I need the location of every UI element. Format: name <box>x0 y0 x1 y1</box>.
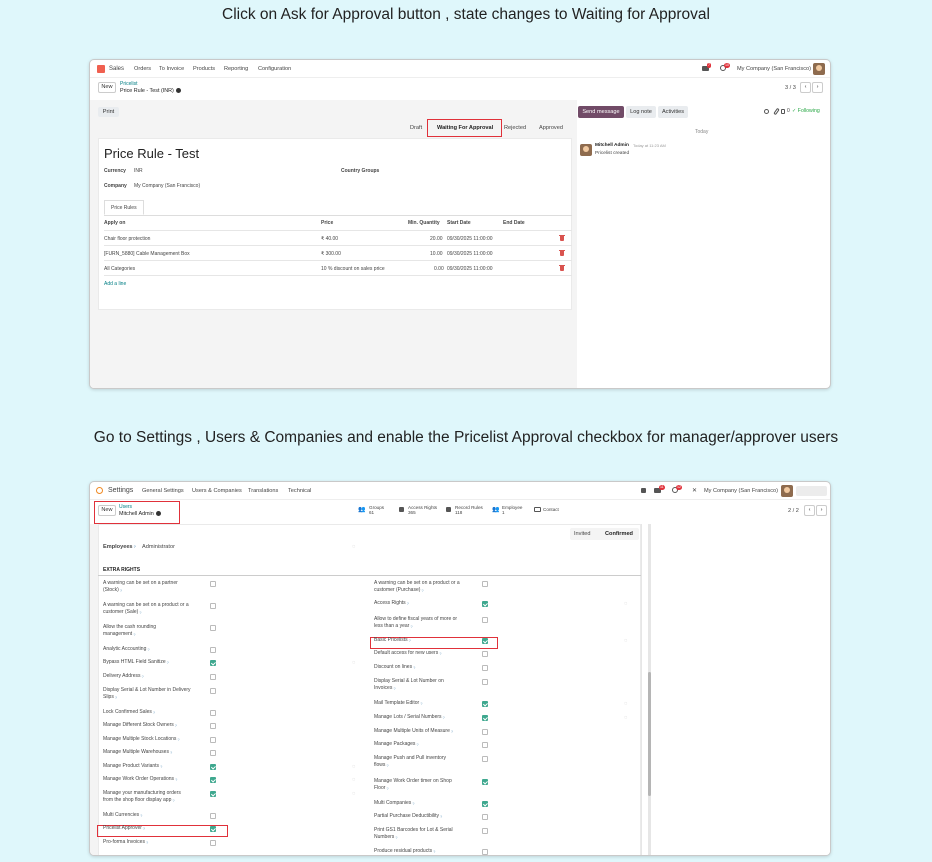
tab-price-rules-label: Price Rules <box>111 205 137 211</box>
info-icon: ◌ <box>352 791 356 797</box>
message-body: Pricelist created <box>595 151 630 156</box>
help-icon: ? <box>177 737 180 742</box>
left-checkbox-2[interactable] <box>210 625 216 631</box>
label-line-1: Manage Multiple Warehouses <box>103 749 169 755</box>
bug-icon[interactable] <box>641 488 646 493</box>
add-a-line-link[interactable]: Add a line <box>104 281 127 287</box>
help-icon: ? <box>406 601 409 606</box>
left-checkbox-5[interactable] <box>210 674 216 680</box>
right-checkbox-8[interactable] <box>482 715 488 721</box>
right-checkbox-0[interactable] <box>482 581 488 587</box>
new-button[interactable]: New <box>98 82 116 93</box>
employee-label: Employee <box>502 505 523 510</box>
left-label-2 <box>103 624 156 638</box>
right-label-10 <box>374 741 419 748</box>
left-label-15 <box>103 825 145 832</box>
activity-badge: 10 <box>725 63 729 67</box>
pager-next-button[interactable]: › <box>812 82 823 93</box>
label-line-2: (Stock) <box>103 587 119 593</box>
label-line-1: Manage Different Stock Owners <box>103 722 174 728</box>
help-icon: ? <box>141 674 144 679</box>
extra-rights-heading: EXTRA RIGHTS <box>103 567 141 573</box>
label-line-1: Pricelist Approver <box>103 825 142 831</box>
state-invited[interactable]: Invited <box>574 531 591 537</box>
user-avatar[interactable] <box>813 63 825 75</box>
help-icon: ? <box>172 798 175 803</box>
employees-label-text: Employees <box>103 544 133 550</box>
left-label-10 <box>103 749 172 756</box>
row-1-apply-on[interactable]: Chair floor protection <box>104 236 151 242</box>
trash-icon[interactable] <box>560 266 564 271</box>
row-divider <box>104 230 572 231</box>
help-icon: ? <box>395 835 398 840</box>
row-1-price[interactable]: ₹ 40.00 <box>321 236 339 242</box>
lock-icon <box>446 507 451 512</box>
right-checkbox-15[interactable] <box>482 828 488 834</box>
right-label-1 <box>374 600 409 607</box>
left-label-9 <box>103 736 180 743</box>
currency-value[interactable]: INR <box>134 168 143 174</box>
left-checkbox-6[interactable] <box>210 688 216 694</box>
section-divider <box>98 575 641 576</box>
label-line-1: Produce residual products <box>374 848 433 854</box>
right-label-9 <box>374 728 453 735</box>
left-label-13 <box>103 790 181 804</box>
state-confirmed[interactable]: Confirmed <box>605 531 633 537</box>
employees-label: Employees? <box>103 544 136 550</box>
help-icon: ? <box>386 763 389 768</box>
right-label-2 <box>374 616 457 630</box>
chat-badge: 7 <box>708 63 710 67</box>
help-icon: ? <box>114 695 118 700</box>
help-icon: ? <box>416 742 419 747</box>
help-icon: ? <box>410 624 413 629</box>
label-line-1: Lock Confirmed Sales <box>103 709 152 715</box>
left-checkbox-9[interactable] <box>210 737 216 743</box>
help-icon: ? <box>145 840 149 845</box>
info-icon: ◌ <box>352 544 356 550</box>
info-icon: ◌ <box>352 764 356 770</box>
following-label: Following <box>797 108 820 114</box>
info-icon: ◌ <box>624 701 628 707</box>
label-line-1: Print GS1 Barcodes for Lot & Serial <box>374 827 453 833</box>
left-label-0 <box>103 580 178 594</box>
right-checkbox-12[interactable] <box>482 779 488 785</box>
right-label-8 <box>374 714 445 721</box>
label-line-1: Default access for new users <box>374 650 439 656</box>
info-icon: ◌ <box>624 601 628 607</box>
row-3-apply-on[interactable]: All Categories <box>104 266 136 272</box>
right-checkbox-13[interactable] <box>482 801 488 807</box>
label-line-2: management <box>103 631 133 637</box>
right-label-15 <box>374 827 453 841</box>
breadcrumb-current-label: Price Rule - Test (INR) <box>120 88 174 94</box>
label-line-1: Manage Packages <box>374 741 416 747</box>
row-2-start-date[interactable]: 09/30/2025 11:00:00 <box>447 251 493 257</box>
help-icon: ? <box>142 826 146 831</box>
label-line-1: Pro-forma Invoices <box>103 839 145 845</box>
smart-button-groups[interactable] <box>369 505 384 515</box>
label-line-1: Mail Template Editor <box>374 700 420 706</box>
breadcrumb-current <box>120 88 181 94</box>
help-icon: ? <box>166 660 169 665</box>
left-checkbox-15[interactable] <box>210 826 216 832</box>
label-line-1: Manage Multiple Stock Locations <box>103 736 177 742</box>
info-icon: ◌ <box>352 777 356 783</box>
groups-icon: 👥 <box>358 507 366 513</box>
label-line-1: Access Rights <box>374 600 406 606</box>
company-switcher[interactable]: My Company (San Francisco) <box>737 66 811 72</box>
label-line-1: Manage Work Order timer on Shop <box>374 778 452 784</box>
help-icon: ? <box>440 814 443 819</box>
help-icon: ? <box>174 723 178 728</box>
trash-icon[interactable] <box>560 251 564 256</box>
breadcrumb-pricelist[interactable]: Pricelist <box>120 81 138 87</box>
screenshot-pricelist-form <box>89 59 831 389</box>
company-switcher[interactable]: My Company (San Francisco) <box>704 488 778 494</box>
row-1-start-date[interactable]: 09/30/2025 11:00:00 <box>447 236 493 242</box>
right-checkbox-10[interactable] <box>482 742 488 748</box>
smart-button-employee[interactable] <box>502 505 522 515</box>
left-checkbox-7[interactable] <box>210 710 216 716</box>
label-line-1: Display Serial & Lot Number in Delivery <box>103 687 191 693</box>
pager-prev-button[interactable]: ‹ <box>804 505 815 516</box>
row-2-price[interactable]: ₹ 300.00 <box>321 251 341 257</box>
state-draft[interactable]: Draft <box>410 125 423 131</box>
message-time: Today at 11:23 AM <box>633 143 666 148</box>
label-line-1: Bypass HTML Field Sanitize <box>103 659 166 665</box>
label-line-1: Manage Push and Pull inventory <box>374 755 446 761</box>
message-author[interactable]: Mitchell Admin <box>595 143 629 148</box>
left-label-11 <box>103 763 162 770</box>
label-line-2: Slips <box>103 694 114 700</box>
user-name-chip[interactable] <box>796 486 827 496</box>
following-toggle[interactable]: ✓ Following <box>792 108 820 114</box>
right-checkbox-6[interactable] <box>482 679 488 685</box>
label-line-1: Partial Purchase Deductibility <box>374 813 440 819</box>
help-icon: ? <box>408 638 411 643</box>
contact-card-icon <box>534 507 541 512</box>
settings-app-icon[interactable] <box>96 487 103 494</box>
right-checkbox-16[interactable] <box>482 849 488 855</box>
label-line-1: Display Serial & Lot Number on <box>374 678 444 684</box>
left-label-16 <box>103 839 148 846</box>
state-waiting-for-approval[interactable]: Waiting For Approval <box>437 125 494 131</box>
label-line-1: A warning can be set on a product or a <box>374 580 460 586</box>
left-checkbox-3[interactable] <box>210 647 216 653</box>
left-checkbox-10[interactable] <box>210 750 216 756</box>
left-checkbox-12[interactable] <box>210 777 216 783</box>
right-checkbox-5[interactable] <box>482 665 488 671</box>
help-icon: ? <box>139 610 142 615</box>
right-label-5 <box>374 664 415 671</box>
pager-next-button[interactable]: › <box>816 505 827 516</box>
country-groups-label: Country Groups <box>341 168 380 174</box>
menu-configuration[interactable]: Configuration <box>258 66 292 72</box>
label-line-1: Discount on lines <box>374 664 413 670</box>
menu-products[interactable]: Products <box>193 66 216 72</box>
smart-button-access-rights[interactable] <box>408 505 437 515</box>
trash-icon[interactable] <box>560 236 564 241</box>
new-button[interactable]: New <box>98 505 116 516</box>
company-label: Company <box>104 183 127 189</box>
app-name[interactable]: Settings <box>108 487 134 494</box>
caption-step-2: Go to Settings , Users & Companies and enable the Pricelist Approval checkbox for manager/approver users <box>93 429 839 446</box>
label-line-2: customer (Purchase) <box>374 587 421 593</box>
info-icon: ◌ <box>624 638 628 644</box>
right-label-16 <box>374 848 435 855</box>
pager: 3 / 3 <box>785 85 796 91</box>
groups-value: 61 <box>369 510 375 515</box>
pager: 2 / 2 <box>788 508 799 514</box>
menu-reporting[interactable]: Reporting <box>224 66 249 72</box>
menu-users-companies[interactable]: Users & Companies <box>192 488 242 494</box>
smart-button-record-rules[interactable] <box>455 505 483 515</box>
paperclip-icon[interactable] <box>773 108 779 115</box>
highlight-new-user <box>94 501 180 524</box>
label-line-1: Delivery Address <box>103 673 141 679</box>
breadcrumb-users[interactable]: Users <box>119 504 133 510</box>
menu-technical[interactable]: Technical <box>288 488 312 494</box>
record-title: Price Rule - Test <box>104 146 200 161</box>
help-icon: ? <box>450 729 454 734</box>
help-icon: ? <box>147 647 150 652</box>
caption-step-1: Click on Ask for Approval button , state changes to Waiting for Approval <box>222 6 710 23</box>
right-checkbox-4[interactable] <box>482 651 488 657</box>
pager-prev-button[interactable]: ‹ <box>800 82 811 93</box>
row-3-min-qty[interactable]: 0.00 <box>434 266 444 272</box>
left-checkbox-11[interactable] <box>210 764 216 770</box>
send-message-button[interactable]: Send message <box>578 106 624 118</box>
row-divider <box>104 245 572 246</box>
label-line-2: Invoices <box>374 685 393 691</box>
help-icon: ? <box>175 777 178 782</box>
col-start-date: Start Date <box>447 220 471 226</box>
right-checkbox-7[interactable] <box>482 701 488 707</box>
right-label-12 <box>374 778 452 792</box>
info-icon: ◌ <box>352 660 356 666</box>
right-label-4 <box>374 650 441 657</box>
attachment-count: 0 <box>787 108 790 114</box>
label-line-1: Multi Currencies <box>103 812 140 818</box>
label-line-1: Allow to define fiscal years of more or <box>374 616 458 622</box>
label-line-1: Manage Work Order Operations <box>103 776 175 782</box>
row-3-start-date[interactable]: 09/30/2025 11:00:00 <box>447 266 493 272</box>
tab-divider <box>104 215 572 216</box>
label-line-2: less than a year <box>374 623 410 629</box>
user-avatar[interactable] <box>781 485 793 497</box>
left-label-12 <box>103 776 177 783</box>
row-divider <box>104 275 572 276</box>
record-rules-label: Record Rules <box>455 505 483 510</box>
form-sheet <box>98 138 572 310</box>
activities-button[interactable]: Activities <box>658 106 688 118</box>
help-icon: ? <box>412 801 415 806</box>
right-label-7 <box>374 700 422 707</box>
left-label-7 <box>103 709 155 716</box>
right-checkbox-14[interactable] <box>482 814 488 820</box>
left-checkbox-1[interactable] <box>210 603 216 609</box>
left-checkbox-13[interactable] <box>210 791 216 797</box>
col-apply-on: Apply on <box>104 220 126 226</box>
label-line-2: from the shop floor display app <box>103 797 172 803</box>
col-min-quantity: Min. Quantity <box>408 220 440 226</box>
lock-icon <box>399 507 404 512</box>
help-icon: ? <box>140 813 143 818</box>
label-line-1: Manage Multiple Units of Measure <box>374 728 450 734</box>
help-icon: ? <box>119 588 123 593</box>
row-1-min-qty[interactable]: 20.00 <box>430 236 443 242</box>
employee-icon: 👥 <box>492 507 500 513</box>
chatter-panel <box>641 524 831 856</box>
help-icon: ? <box>439 651 442 656</box>
left-label-6 <box>103 687 191 701</box>
label-line-1: A warning can be set on a product or a <box>103 602 189 608</box>
left-checkbox-14[interactable] <box>210 813 216 819</box>
label-line-1: Manage your manufacturing orders <box>103 790 181 796</box>
breadcrumb-current-label: Mitchell Admin <box>119 511 154 517</box>
label-line-2: Numbers <box>374 834 395 840</box>
help-icon: ? <box>413 665 416 670</box>
help-icon: ? <box>160 764 163 769</box>
menu-orders[interactable]: Orders <box>134 66 152 72</box>
col-price: Price <box>321 220 334 226</box>
right-label-6 <box>374 678 444 692</box>
row-divider <box>104 260 572 261</box>
currency-label: Currency <box>104 168 126 174</box>
label-line-2: flows <box>374 762 386 768</box>
screenshot-user-settings <box>89 481 831 856</box>
right-label-14 <box>374 813 442 820</box>
help-icon: ? <box>421 588 424 593</box>
col-end-date: End Date <box>503 220 525 226</box>
help-icon: ? <box>133 632 136 637</box>
left-checkbox-8[interactable] <box>210 723 216 729</box>
label-line-1: Basic Pricelists <box>374 637 408 643</box>
state-approved[interactable]: Approved <box>539 125 563 131</box>
left-checkbox-4[interactable] <box>210 660 216 666</box>
label-line-2: customer (Sale) <box>103 609 139 615</box>
left-label-4 <box>103 659 169 666</box>
label-line-1: Allow the cash rounding <box>103 624 157 630</box>
help-icon: ? <box>420 701 423 706</box>
access-rights-label: Access Rights <box>408 505 438 510</box>
menu-general-settings[interactable]: General Settings <box>142 488 184 494</box>
state-rejected[interactable]: Rejected <box>504 125 527 131</box>
left-label-1 <box>103 602 189 616</box>
help-icon: ? <box>152 710 156 715</box>
right-label-3 <box>374 637 411 644</box>
search-icon[interactable] <box>764 109 769 114</box>
right-label-0 <box>374 580 460 594</box>
record-rules-value: 118 <box>455 510 463 515</box>
label-line-1: Analytic Accounting <box>103 646 147 652</box>
today-separator: Today <box>695 129 709 135</box>
right-label-13 <box>374 800 414 807</box>
label-line-2: Floor <box>374 785 386 791</box>
log-note-button[interactable]: Log note <box>626 106 656 118</box>
gear-icon[interactable] <box>176 88 181 93</box>
left-checkbox-16[interactable] <box>210 840 216 846</box>
sales-app-icon[interactable] <box>97 65 105 73</box>
row-3-price[interactable]: 10 % discount on sales price <box>321 266 385 272</box>
label-line-1: Multi Companies <box>374 800 412 806</box>
tools-icon[interactable]: ✕ <box>692 488 698 494</box>
user-icon[interactable] <box>781 109 785 114</box>
right-checkbox-9[interactable] <box>482 729 488 735</box>
menu-translations[interactable]: Translations <box>248 488 279 494</box>
right-checkbox-1[interactable] <box>482 601 488 607</box>
employee-value: 1 <box>502 510 505 515</box>
left-label-3 <box>103 646 150 653</box>
label-line-1: Manage Lots / Serial Numbers <box>374 714 442 720</box>
company-value[interactable]: My Company (San Francisco) <box>134 183 201 189</box>
help-icon: ? <box>386 786 389 791</box>
right-checkbox-11[interactable] <box>482 756 488 762</box>
help-icon: ? <box>442 715 445 720</box>
right-checkbox-3[interactable] <box>482 638 488 644</box>
smart-button-contact[interactable]: Contact <box>543 507 559 512</box>
left-label-14 <box>103 812 142 819</box>
author-avatar <box>580 144 592 156</box>
row-2-apply-on[interactable]: [FURN_5880] Cable Management Box <box>104 251 190 257</box>
chat-badge: 11 <box>660 485 664 489</box>
left-label-8 <box>103 722 177 729</box>
right-label-11 <box>374 755 446 769</box>
menu-to-invoice[interactable]: To Invoice <box>159 66 185 72</box>
scrollbar-thumb[interactable] <box>648 672 651 796</box>
help-icon: ? <box>169 750 173 755</box>
app-name[interactable]: Sales <box>109 66 125 72</box>
access-rights-value: 365 <box>408 510 416 515</box>
help-icon: ? <box>393 686 396 691</box>
info-icon: ◌ <box>624 715 628 721</box>
employees-value[interactable]: Administrator <box>142 544 175 550</box>
label-line-1: A warning can be set on a partner <box>103 580 178 586</box>
left-label-5 <box>103 673 144 680</box>
label-line-1: Manage Product Variants <box>103 763 160 769</box>
activity-badge: 12 <box>677 485 681 489</box>
print-button[interactable]: Print <box>98 107 119 117</box>
right-checkbox-2[interactable] <box>482 617 488 623</box>
highlight-waiting-state <box>427 119 502 137</box>
groups-label: Groups <box>369 505 385 510</box>
help-icon: ? <box>433 849 436 854</box>
left-checkbox-0[interactable] <box>210 581 216 587</box>
row-2-min-qty[interactable]: 10.00 <box>430 251 443 257</box>
